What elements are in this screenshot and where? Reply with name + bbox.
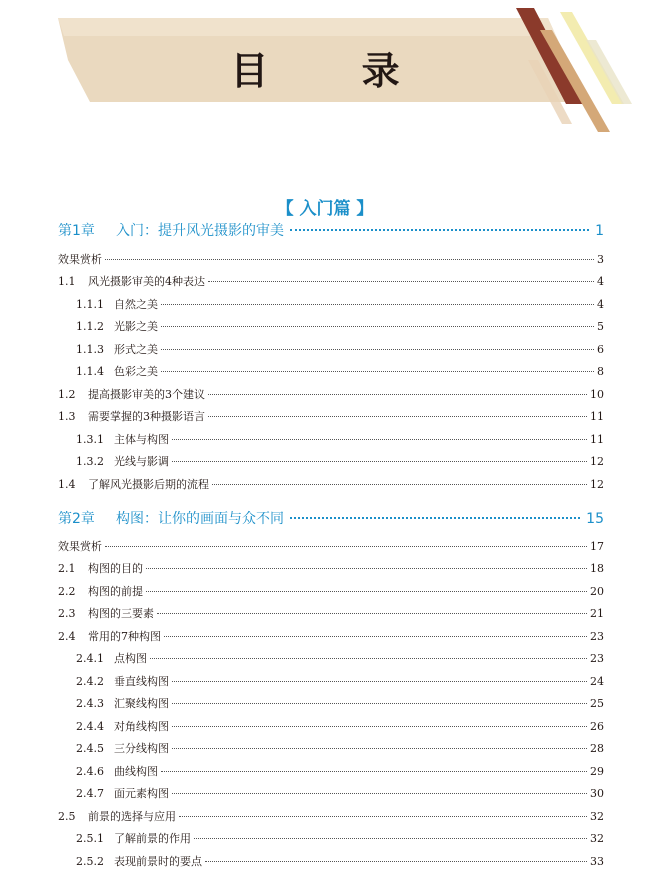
toc-page-number: 23 <box>590 630 604 643</box>
toc-entry-title: 曲线构图 <box>114 765 158 778</box>
toc-leader-dots <box>205 851 587 862</box>
toc-leader-dots <box>172 671 587 682</box>
toc-page-number: 28 <box>590 742 604 755</box>
toc-row[interactable] <box>76 674 604 689</box>
toc-entry-title: 构图：让你的画面与众不同 <box>116 511 284 527</box>
toc-page-number: 5 <box>597 320 604 333</box>
toc-row[interactable] <box>76 454 604 469</box>
toc-entry-title: 提高摄影审美的3个建议 <box>88 388 205 401</box>
toc-chapter-row[interactable] <box>58 222 604 240</box>
toc-row[interactable] <box>58 584 604 599</box>
toc-leader-dots <box>161 361 594 372</box>
header-banner <box>0 0 650 150</box>
toc-entry-number: 1.3 <box>58 410 76 423</box>
toc-entry-number: 1.1 <box>58 275 76 288</box>
toc-leader-dots <box>172 693 587 704</box>
toc-entry-number: 1.1.3 <box>76 343 104 356</box>
toc-page-number: 12 <box>590 455 604 468</box>
toc-entry-title: 形式之美 <box>114 343 158 356</box>
toc-page-number: 4 <box>597 275 604 288</box>
toc-leader-dots <box>212 474 587 485</box>
toc-entry-number: 1.1.2 <box>76 320 104 333</box>
toc-entry-number: 2.4 <box>58 630 76 643</box>
toc-entry-number: 2.2 <box>58 585 76 598</box>
toc-page-number: 24 <box>590 675 604 688</box>
toc-leader-dots <box>161 294 594 305</box>
toc-row[interactable] <box>58 561 604 576</box>
toc-leader-dots <box>157 603 587 614</box>
toc-row[interactable] <box>58 539 604 554</box>
toc-entry-number: 2.3 <box>58 607 76 620</box>
toc-leader-dots <box>164 626 587 637</box>
toc-row[interactable] <box>58 629 604 644</box>
toc-entry-title: 三分线构图 <box>114 742 169 755</box>
toc-leader-dots <box>290 507 580 519</box>
toc-entry-number: 2.4.1 <box>76 652 104 665</box>
toc-leader-dots <box>150 648 587 659</box>
toc-entry-title: 汇聚线构图 <box>114 697 169 710</box>
toc-row[interactable] <box>58 477 604 492</box>
banner-ribbon-highlight <box>58 18 556 36</box>
toc-entry-number: 2.5 <box>58 810 76 823</box>
toc-entry-title: 光线与影调 <box>114 455 169 468</box>
toc-entry-number: 第1章 <box>58 223 95 239</box>
toc-page-number: 10 <box>590 388 604 401</box>
toc-page-number: 3 <box>597 253 604 266</box>
toc-page-number: 12 <box>590 478 604 491</box>
toc-row[interactable] <box>76 764 604 779</box>
toc-entry-number: 1.4 <box>58 478 76 491</box>
toc-row[interactable] <box>76 831 604 846</box>
toc-entry-title: 自然之美 <box>114 298 158 311</box>
toc-page-number: 6 <box>597 343 604 356</box>
toc-row[interactable] <box>76 696 604 711</box>
toc-entry-number: 2.4.4 <box>76 720 104 733</box>
toc-leader-dots <box>172 738 587 749</box>
toc-row[interactable] <box>76 342 604 357</box>
toc-row[interactable] <box>58 606 604 621</box>
toc-leader-dots <box>208 271 594 282</box>
toc-row[interactable] <box>76 854 604 869</box>
page-title: 目 录 <box>230 48 440 93</box>
toc-page-number: 26 <box>590 720 604 733</box>
toc-entry-title: 光影之美 <box>114 320 158 333</box>
toc-entry-title: 入门：提升风光摄影的审美 <box>116 223 284 239</box>
toc-entry-title: 垂直线构图 <box>114 675 169 688</box>
toc-row[interactable] <box>76 786 604 801</box>
toc-leader-dots <box>146 581 587 592</box>
toc-row[interactable] <box>58 809 604 824</box>
toc-page-number: 15 <box>586 511 604 527</box>
toc-entry-number: 1.1.1 <box>76 298 104 311</box>
toc-entry-number: 2.4.2 <box>76 675 104 688</box>
toc-page-number: 8 <box>597 365 604 378</box>
toc-entry-number: 2.4.7 <box>76 787 104 800</box>
toc-entry-title: 了解前景的作用 <box>114 832 191 845</box>
toc-leader-dots <box>172 783 587 794</box>
toc-page-number: 18 <box>590 562 604 575</box>
toc-row[interactable] <box>76 319 604 334</box>
toc-entry-title: 主体与构图 <box>114 433 169 446</box>
toc-leader-dots <box>290 219 589 231</box>
toc-entry-title: 了解风光摄影后期的流程 <box>88 478 209 491</box>
toc-page-number: 4 <box>597 298 604 311</box>
section-label: 【 入门篇 】 <box>276 199 374 219</box>
toc-leader-dots <box>172 716 587 727</box>
toc-entry-number: 1.2 <box>58 388 76 401</box>
toc-leader-dots <box>172 429 587 440</box>
toc-row[interactable] <box>76 741 604 756</box>
toc-entry-number: 2.4.6 <box>76 765 104 778</box>
toc-page-number: 29 <box>590 765 604 778</box>
toc-page-number: 11 <box>590 433 604 446</box>
toc-page-number: 1 <box>595 223 604 239</box>
toc-leader-dots <box>208 384 587 395</box>
toc-entry-number: 1.1.4 <box>76 365 104 378</box>
toc-leader-dots <box>146 558 587 569</box>
toc-row[interactable] <box>76 651 604 666</box>
toc-row[interactable] <box>76 297 604 312</box>
toc-entry-title: 对角线构图 <box>114 720 169 733</box>
toc-page-number: 25 <box>590 697 604 710</box>
toc-entry-number: 2.5.2 <box>76 855 104 868</box>
toc-row[interactable] <box>76 719 604 734</box>
toc-page-number: 33 <box>590 855 604 868</box>
toc-entry-title: 效果赏析 <box>58 253 102 266</box>
toc-leader-dots <box>161 339 594 350</box>
toc-page-number: 11 <box>590 410 604 423</box>
toc-page-number: 32 <box>590 832 604 845</box>
toc-page-number: 20 <box>590 585 604 598</box>
toc-row[interactable] <box>76 364 604 379</box>
toc-row[interactable] <box>58 252 604 267</box>
toc-chapter-row[interactable] <box>58 510 604 528</box>
toc-entry-number: 1.3.1 <box>76 433 104 446</box>
toc-leader-dots <box>105 536 587 547</box>
toc-row[interactable] <box>58 387 604 402</box>
toc-leader-dots <box>161 761 587 772</box>
toc-page-number: 32 <box>590 810 604 823</box>
toc-leader-dots <box>208 406 587 417</box>
toc-leader-dots <box>105 249 594 260</box>
toc-page-number: 23 <box>590 652 604 665</box>
toc-leader-dots <box>179 806 587 817</box>
toc-entry-number: 2.5.1 <box>76 832 104 845</box>
toc-entry-number: 2.4.3 <box>76 697 104 710</box>
toc-entry-title: 构图的前提 <box>88 585 143 598</box>
toc-entry-title: 点构图 <box>114 652 147 665</box>
toc-entry-title: 面元素构图 <box>114 787 169 800</box>
toc-page-number: 21 <box>590 607 604 620</box>
toc-entry-title: 构图的目的 <box>88 562 143 575</box>
toc-row[interactable] <box>58 409 604 424</box>
toc-entry-title: 表现前景时的要点 <box>114 855 202 868</box>
toc-page-number: 30 <box>590 787 604 800</box>
toc-entry-number: 第2章 <box>58 511 95 527</box>
toc-entry-title: 风光摄影审美的4种表达 <box>88 275 205 288</box>
toc-row[interactable] <box>76 432 604 447</box>
toc-entry-number: 2.4.5 <box>76 742 104 755</box>
toc-leader-dots <box>172 451 587 462</box>
toc-entry-title: 色彩之美 <box>114 365 158 378</box>
toc-leader-dots <box>161 316 594 327</box>
toc-entry-title: 前景的选择与应用 <box>88 810 176 823</box>
toc-entry-title: 构图的三要素 <box>88 607 154 620</box>
toc-entry-number: 1.3.2 <box>76 455 104 468</box>
toc-leader-dots <box>194 828 587 839</box>
toc-row[interactable] <box>58 274 604 289</box>
toc-entry-title: 效果赏析 <box>58 540 102 553</box>
toc-entry-title: 常用的7种构图 <box>88 630 161 643</box>
toc-page-number: 17 <box>590 540 604 553</box>
toc-entry-number: 2.1 <box>58 562 76 575</box>
toc-entry-title: 需要掌握的3种摄影语言 <box>88 410 205 423</box>
